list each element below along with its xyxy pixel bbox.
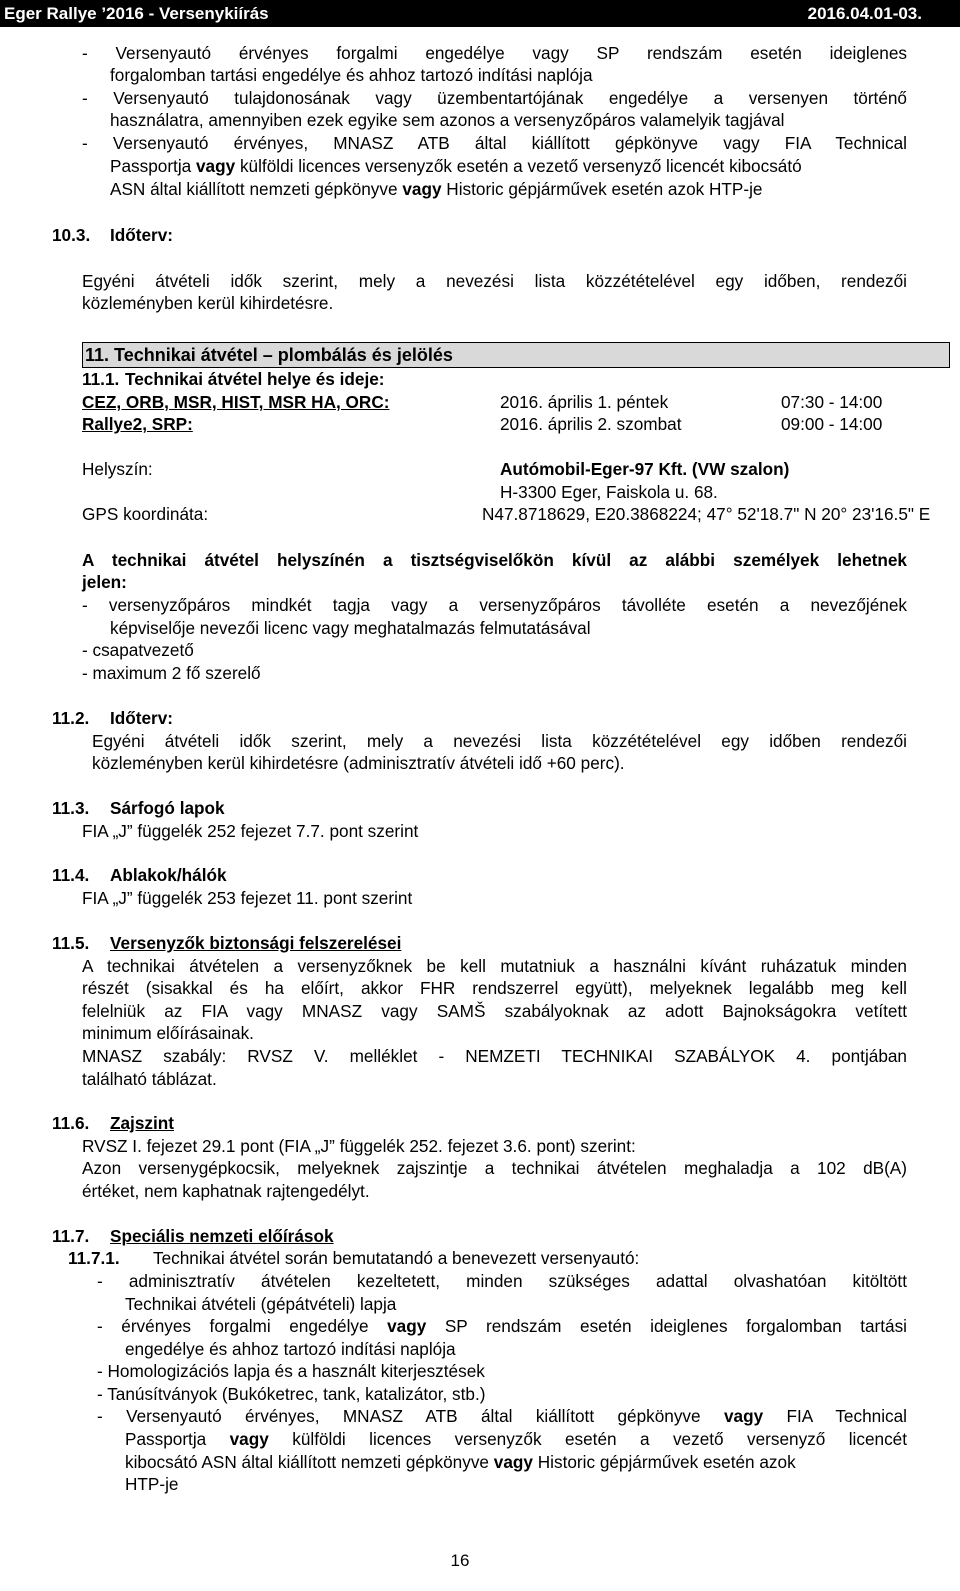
paragraph-line: Egyéni átvételi idők szerint, mely a nevezési lista közzétételével egy időben, rendezői [82,271,907,291]
chapter-heading: 11. Technikai átvétel – plombálás és jelölés [82,342,950,368]
gps-coordinates: N47.8718629, E20.3868224; 47° 52'18.7" N 20° 23'16.5" E [482,504,931,524]
list-item-cont: Technikai átvételi (gépátvételi) lapja [125,1294,397,1314]
section-title: Ablakok/hálók [110,865,227,885]
list-item: - adminisztratív átvételen kezeltetett, minden szükséges adattal olvashatóan kitöltött [97,1271,907,1291]
section-number: 11.3. [52,798,90,818]
section-number: 11.5. [52,933,90,953]
section-title: Speciális nemzeti előírások [110,1226,334,1246]
list-item-cont: ASN által kiállított nemzeti gépkönyve vagy Historic gépjárművek esetén azok HTP-je [110,179,763,199]
schedule-date: 2016. április 2. szombat [500,414,682,434]
section-title: Sárfogó lapok [110,798,225,818]
section-title: Időterv: [110,708,174,728]
list-item-cont: HTP-je [125,1474,179,1494]
list-item: - Versenyautó érvényes, MNASZ ATB által kiállított gépkönyve vagy FIA Technical [97,1406,907,1426]
paragraph-line: FIA „J” függelék 252 fejezet 7.7. pont szerint [82,821,419,841]
gps-label: GPS koordináta: [82,504,209,524]
list-item-cont: Passportja vagy külföldi licences versenyzők esetén a vezető versenyző licencét [125,1429,908,1449]
paragraph-line: MNASZ szabály: RVSZ V. melléklet - NEMZETI TECHNIKAI SZABÁLYOK 4. pontjában [82,1046,907,1066]
section-number: 11.1. [82,369,120,389]
section-number: 11.2. [52,708,90,728]
paragraph-line: FIA „J” függelék 253 fejezet 11. pont szerint [82,888,413,908]
list-item-cont: forgalomban tartási engedélye és ahhoz tartozó indítási naplója [110,65,593,85]
header-title: Eger Rallye ’2016 - Versenykiírás [4,4,269,23]
paragraph-line: Azon versenygépkocsik, melyeknek zajszintje a technikai átvételen meghaladja a 102 dB(A) [82,1158,907,1178]
schedule-category: CEZ, ORB, MSR, HIST, MSR HA, ORC: [82,392,390,412]
list-item: - Versenyautó tulajdonosának vagy üzembentartójának engedélye a versenyen történő [82,88,907,108]
bold-paragraph-line: jelen: [82,572,127,592]
list-item-cont: engedélye és ahhoz tartozó indítási naplója [125,1339,456,1359]
paragraph-line: Egyéni átvételi idők szerint, mely a nevezési lista közzétételével egy időben rendezői [92,731,907,751]
location-label: Helyszín: [82,459,153,479]
list-item: - Homologizációs lapja és a használt kiterjesztések [97,1361,485,1381]
list-item-cont: Passportja vagy külföldi licences versenyzők esetén a vezető versenyző licencét kibocsátó [110,156,802,176]
list-item-cont: képviselője nevezői licenc vagy meghatalmazás felmutatásával [110,618,591,638]
list-item-cont: használatra, amennyiben ezek egyike sem azonos a versenyzőpáros valamelyik tagjával [110,110,785,130]
location-address: H-3300 Eger, Faiskola u. 68. [500,482,718,502]
paragraph-line: közleményben kerül kihirdetésre. [82,293,334,313]
paragraph-line: közleményben kerül kihirdetésre (adminisztratív átvételi idő +60 perc). [92,753,625,773]
section-title: Technikai átvétel helye és ideje: [125,369,385,389]
list-item: - Tanúsítványok (Bukóketrec, tank, katalizátor, stb.) [97,1384,486,1404]
section-title: Időterv: [110,225,174,245]
schedule-category: Rallye2, SRP: [82,414,193,434]
list-item: - versenyzőpáros mindkét tagja vagy a versenyzőpáros távolléte esetén a nevezőjének [82,595,907,615]
section-title: Zajszint [110,1113,174,1133]
section-number: 11.4. [52,865,90,885]
section-number: 11.6. [52,1113,90,1133]
paragraph-line: részét (sisakkal és ha előírt, akkor FHR rendszerrel együtt), melyeknek legalább meg kell [82,978,907,998]
page-header [0,0,960,27]
paragraph-line: minimum előírásainak. [82,1023,254,1043]
paragraph-line: felelniük az FIA vagy MNASZ vagy SAMŠ szabályoknak az adott Bajnokságokra vetített [82,1001,907,1021]
subsection-number: 11.7.1. [68,1248,120,1268]
schedule-time: 07:30 - 14:00 [781,392,883,412]
paragraph-line: RVSZ I. fejezet 29.1 pont (FIA „J” függelék 252. fejezet 3.6. pont) szerint: [82,1136,636,1156]
list-item: - maximum 2 fő szerelő [82,663,261,683]
section-number: 11.7. [52,1226,90,1246]
header-date: 2016.04.01-03. [807,4,922,23]
paragraph-line: értéket, nem kaphatnak rajtengedélyt. [82,1181,370,1201]
schedule-time: 09:00 - 14:00 [781,414,883,434]
list-item: - érvényes forgalmi engedélye vagy SP rendszám esetén ideiglenes forgalomban tartási [97,1316,907,1336]
list-item-cont: kibocsátó ASN által kiállított nemzeti gépkönyve vagy Historic gépjárművek esetén azok [125,1452,796,1472]
paragraph-line: található táblázat. [82,1069,217,1089]
section-title: Versenyzők biztonsági felszerelései [110,933,402,953]
location-name: Autómobil-Eger-97 Kft. (VW szalon) [500,459,790,479]
paragraph-line: A technikai átvételen a versenyzőknek be kell mutatniuk a használni kívánt ruházatuk minden [82,956,907,976]
list-item: - csapatvezető [82,640,194,660]
list-item: - Versenyautó érvényes, MNASZ ATB által kiállított gépkönyve vagy FIA Technical [82,133,907,153]
page-number: 16 [450,1551,470,1570]
subsection-title: Technikai átvétel során bemutatandó a benevezett versenyautó: [153,1248,640,1268]
schedule-date: 2016. április 1. péntek [500,392,669,412]
bold-paragraph-line: A technikai átvétel helyszínén a tisztségviselőkön kívül az alábbi személyek lehetnek [82,550,907,570]
section-number: 10.3. [52,225,91,245]
list-item: - Versenyautó érvényes forgalmi engedélye vagy SP rendszám esetén ideiglenes [82,43,907,63]
